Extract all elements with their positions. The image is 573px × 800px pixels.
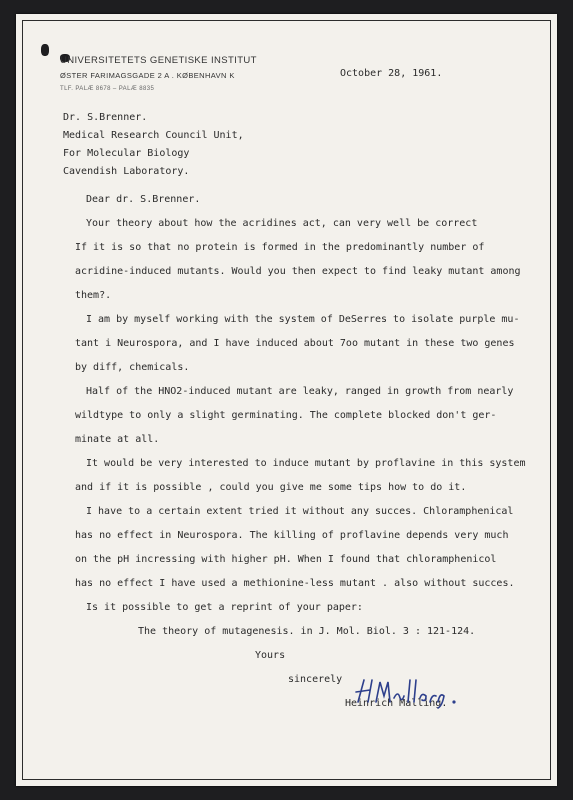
body-line: Half of the HNO2-induced mutant are leaky, ranged in growth from nearly: [86, 386, 514, 397]
recipient-line: For Molecular Biology: [63, 148, 190, 159]
body-line: on the pH incressing with higher pH. When I found that chloramphenicol: [75, 554, 497, 565]
letterhead-address: ØSTER FARIMAGSGADE 2 A . KØBENHAVN K: [60, 71, 235, 80]
body-line: by diff, chemicals.: [75, 362, 190, 373]
body-line: them?.: [75, 290, 112, 301]
body-line: has no effect in Neurospora. The killing of proflavine depends very much: [75, 530, 509, 541]
salutation: Dear dr. S.Brenner.: [86, 194, 201, 205]
body-line: wildtype to only a slight germinating. The complete blocked don't ger-: [75, 410, 497, 421]
body-line: and if it is possible , could you give me some tips how to do it.: [75, 482, 467, 493]
body-line: It would be very interested to induce mutant by proflavine in this system: [86, 458, 526, 469]
body-line: acridine-induced mutants. Would you then expect to find leaky mutant among: [75, 266, 521, 277]
closing-yours: Yours: [255, 650, 286, 661]
letter-date: October 28, 1961.: [340, 68, 443, 79]
handwritten-signature: [352, 672, 462, 712]
body-line: Is it possible to get a reprint of your paper:: [86, 602, 363, 613]
body-line: I have to a certain extent tried it without any succes. Chloramphenical: [86, 506, 514, 517]
body-line: If it is so that no protein is formed in the predominantly number of: [75, 242, 485, 253]
body-line: has no effect I have used a methionine-less mutant . also without succes.: [75, 578, 515, 589]
body-line: I am by myself working with the system of DeSerres to isolate purple mu-: [86, 314, 520, 325]
recipient-line: Medical Research Council Unit,: [63, 130, 244, 141]
body-line: Your theory about how the acridines act, can very well be correct: [86, 218, 478, 229]
body-line: minate at all.: [75, 434, 160, 445]
body-line: tant i Neurospora, and I have induced about 7oo mutant in these two genes: [75, 338, 515, 349]
paper-reference: The theory of mutagenesis. in J. Mol. Biol. 3 : 121-124.: [138, 626, 476, 637]
recipient-line: Cavendish Laboratory.: [63, 166, 190, 177]
letterhead-phone: TLF. PALÆ 8678 – PALÆ 8835: [60, 86, 155, 92]
closing-sincerely: sincerely: [288, 674, 343, 685]
punch-hole: [41, 44, 49, 56]
letter-page: [16, 14, 557, 786]
signatory-name: Heinrich Malling.: [345, 698, 448, 709]
letterhead-institute: UNIVERSITETETS GENETISKE INSTITUT: [60, 55, 257, 66]
recipient-line: Dr. S.Brenner.: [63, 112, 148, 123]
